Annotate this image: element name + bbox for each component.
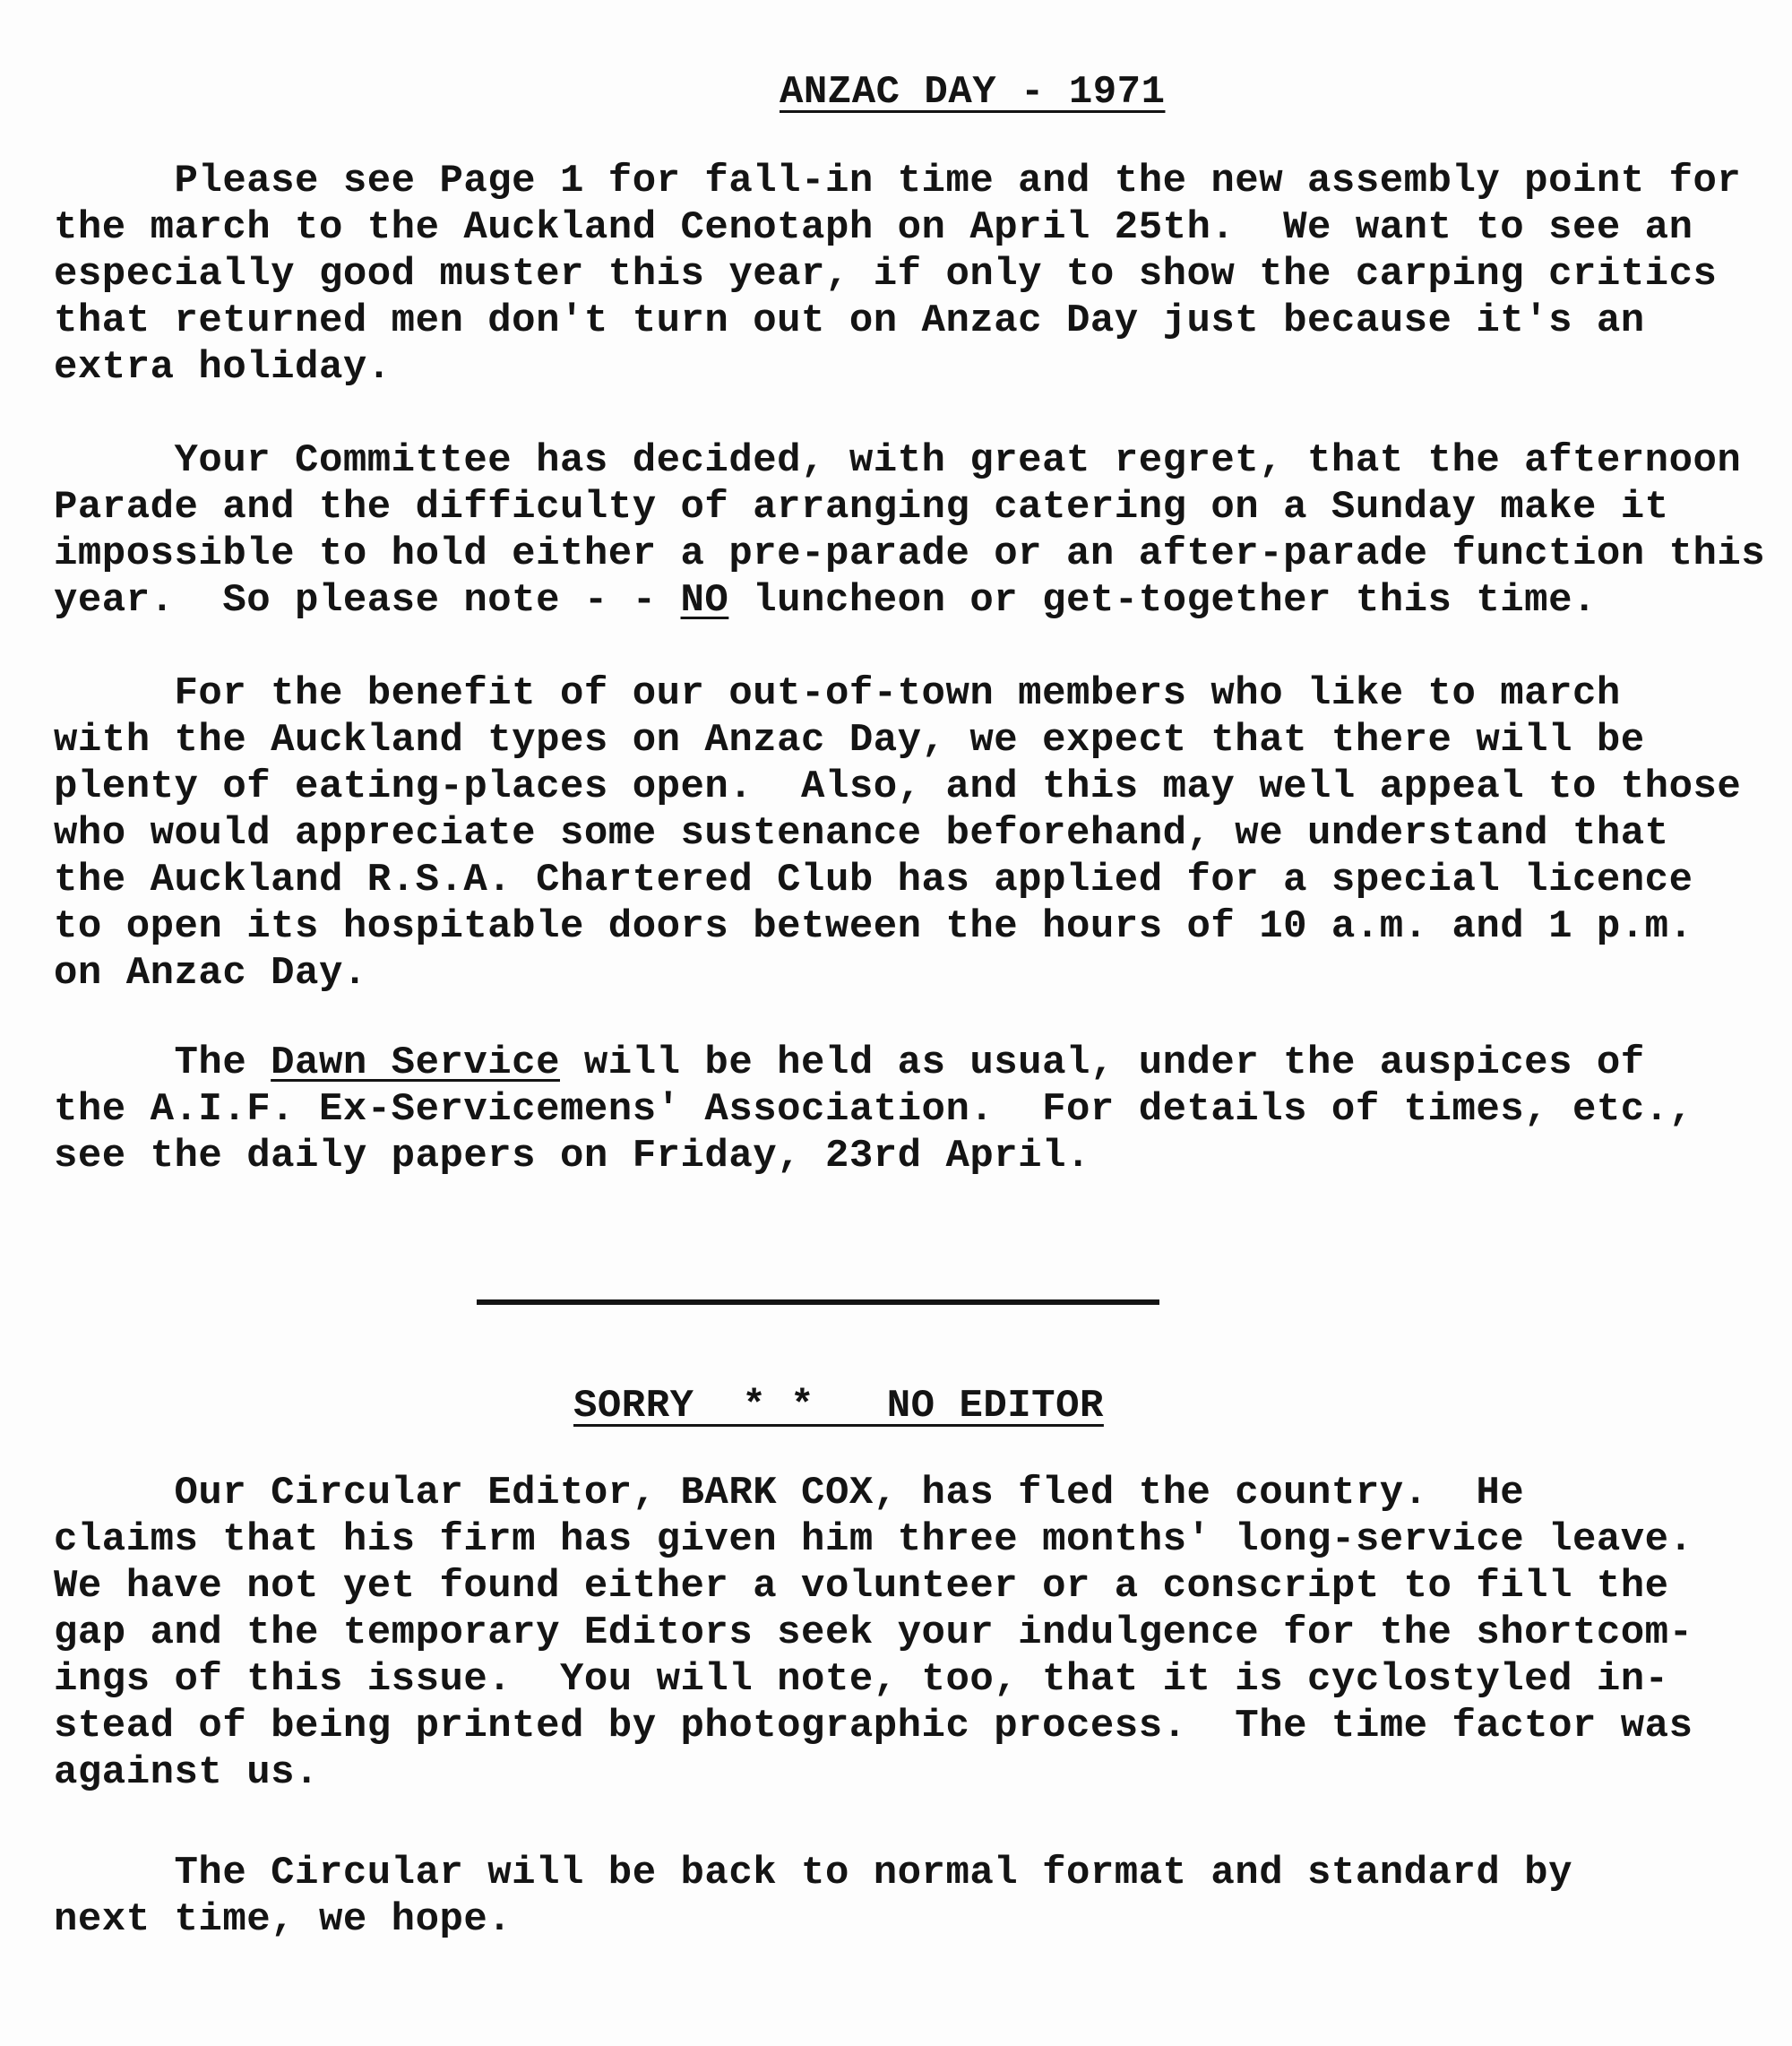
anzac-paragraph-4 bbox=[54, 1040, 1738, 1179]
text-line: stead of being printed by photographic process. The time factor was bbox=[54, 1704, 1693, 1748]
text-line: plenty of eating-places open. Also, and this may well appeal to those bbox=[54, 764, 1742, 809]
text-line: to open its hospitable doors between the hours of 10 a.m. and 1 p.m. bbox=[54, 904, 1693, 949]
text-line: Our Circular Editor, BARK COX, has fled the country. He bbox=[54, 1471, 1525, 1515]
text-line: the Auckland R.S.A. Chartered Club has applied for a special licence bbox=[54, 858, 1693, 902]
text-line: claims that his firm has given him three months' long-service leave. bbox=[54, 1517, 1693, 1562]
anzac-heading: ANZAC DAY - 1971 bbox=[780, 70, 1166, 115]
editor-paragraph-1 bbox=[54, 1470, 1738, 1796]
text-line bbox=[54, 1040, 1738, 1086]
text-line: impossible to hold either a pre-parade or an after-parade function this bbox=[54, 531, 1766, 576]
text-line: gap and the temporary Editors seek your indulgence for the shortcom- bbox=[54, 1610, 1693, 1655]
text-line: The Circular will be back to normal format and standard by bbox=[54, 1851, 1572, 1895]
text-line: Parade and the difficulty of arranging catering on a Sunday make it bbox=[54, 485, 1669, 530]
text-line: with the Auckland types on Anzac Day, we expect that there will be bbox=[54, 718, 1645, 763]
text-line: the A.I.F. Ex-Servicemens' Association. For details of times, etc., bbox=[54, 1087, 1693, 1132]
text-line: ings of this issue. You will note, too, that it is cyclostyled in- bbox=[54, 1657, 1669, 1702]
emphasis-no: NO bbox=[680, 578, 729, 623]
text-line: For the benefit of our out-of-town members who like to march bbox=[54, 671, 1621, 716]
text-line bbox=[54, 577, 1738, 624]
text-line: against us. bbox=[54, 1750, 319, 1795]
editor-paragraph-2 bbox=[54, 1850, 1738, 1943]
section-divider bbox=[477, 1299, 1159, 1305]
text-line: Your Committee has decided, with great regret, that the afternoon bbox=[54, 438, 1742, 483]
text-line: We have not yet found either a volunteer or a conscript to fill the bbox=[54, 1564, 1669, 1609]
text-line: next time, we hope. bbox=[54, 1897, 513, 1942]
text-line: especially good muster this year, if only to show the carping critics bbox=[54, 252, 1718, 297]
anzac-paragraph-3 bbox=[54, 670, 1742, 997]
text-segment: luncheon or get-together this time. bbox=[728, 578, 1597, 623]
anzac-paragraph-2 bbox=[54, 437, 1766, 624]
emphasis-dawn-service: Dawn Service bbox=[271, 1040, 560, 1085]
text-line: that returned men don't turn out on Anzac Day just because it's an bbox=[54, 298, 1645, 343]
text-segment: The bbox=[54, 1040, 271, 1085]
anzac-paragraph-1 bbox=[54, 158, 1742, 391]
text-segment: will be held as usual, under the auspices of bbox=[560, 1040, 1645, 1085]
text-line: extra holiday. bbox=[54, 345, 392, 390]
text-line: the march to the Auckland Cenotaph on April 25th. We want to see an bbox=[54, 205, 1693, 250]
text-line: see the daily papers on Friday, 23rd April. bbox=[54, 1134, 1090, 1178]
text-line: Please see Page 1 for fall-in time and the new assembly point for bbox=[54, 159, 1742, 203]
editor-heading: SORRY * * NO EDITOR bbox=[573, 1384, 1104, 1429]
text-line: who would appreciate some sustenance beforehand, we understand that bbox=[54, 811, 1669, 856]
text-segment: year. So please note - - bbox=[54, 578, 681, 623]
text-line: on Anzac Day. bbox=[54, 951, 367, 996]
